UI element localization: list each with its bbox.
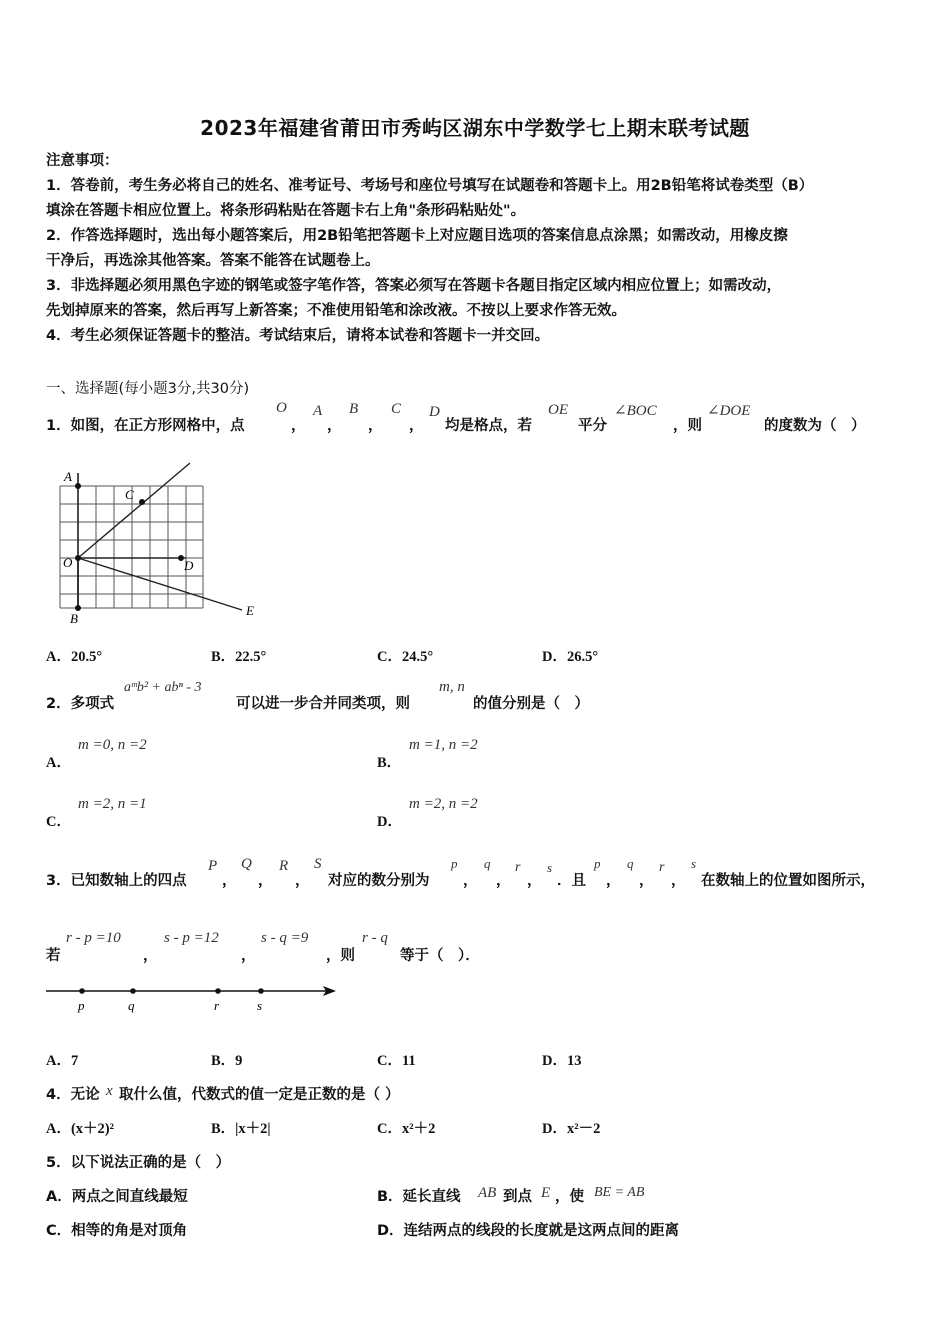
q1-point-A: A xyxy=(313,403,323,419)
q3-comma: ， xyxy=(527,873,542,889)
q3-comma: ， xyxy=(606,873,621,889)
q3-option-b: B．9 xyxy=(211,1053,243,1069)
q4-variable-x: x xyxy=(106,1083,113,1099)
q3-line2-mid: ，则 xyxy=(326,948,355,964)
q1-grid-figure xyxy=(50,455,270,630)
q3-comma: ， xyxy=(463,873,478,889)
q3-value-r: r xyxy=(659,860,665,875)
q3-stem-mid: 对应的数分别为 xyxy=(328,873,430,889)
q3-stem-pre: 3．已知数轴上的四点 xyxy=(46,873,187,889)
q3-value-s: s xyxy=(547,860,553,875)
q1-option-b: B．22.5° xyxy=(211,649,267,665)
q1-option-c: C．24.5° xyxy=(377,649,434,665)
q5-option-a: A．两点之间直线最短 xyxy=(46,1189,188,1205)
q1-point-D: D xyxy=(429,404,440,420)
q2-option-c: m =2, n =1 xyxy=(78,796,147,812)
axis-point-q xyxy=(130,988,136,994)
section-heading: 一、选择题(每小题3分,共30分) xyxy=(46,381,250,397)
axis-point-r xyxy=(215,988,221,994)
q3-comma: ， xyxy=(671,873,686,889)
q1-comma: ， xyxy=(327,418,342,434)
q2-option-a: m =0, n =2 xyxy=(78,737,147,753)
q2-mn: m, n xyxy=(439,679,465,695)
q1-option-d: D．26.5° xyxy=(542,649,599,665)
q3-value-q: q xyxy=(627,856,634,871)
q3-point-S: S xyxy=(314,856,322,872)
fig-label-A: A xyxy=(64,469,72,484)
q2-stem-pre: 2．多项式 xyxy=(46,696,115,712)
q4-stem-post: 取什么值，代数式的值一定是正数的是（ ） xyxy=(119,1087,400,1103)
q3-value-p: p xyxy=(594,856,601,871)
q1-stem-mid: ，则 xyxy=(673,418,702,434)
q5-option-b-mid: 到点 xyxy=(503,1189,532,1205)
grid-lines xyxy=(60,486,203,608)
q3-ask: r - q xyxy=(362,930,388,946)
q5-point-E: E xyxy=(541,1185,551,1201)
q1-option-a: A．20.5° xyxy=(46,649,103,665)
q3-point-Q: Q xyxy=(241,856,252,872)
fig-label-C: C xyxy=(125,487,134,502)
q1-stem-pre: 1．如图，在正方形网格中，点 xyxy=(46,418,245,434)
q2-stem-mid: 可以进一步合并同类项，则 xyxy=(236,696,410,712)
q3-stem-post: 在数轴上的位置如图所示， xyxy=(701,873,875,889)
q4-option-b: B．|x＋2| xyxy=(211,1121,271,1137)
notice-line: 2．作答选择题时，选出每小题答案后，用2B铅笔把答题卡上对应题目选项的答案信息点涂黑；如需改动，用橡皮擦 xyxy=(46,228,788,244)
axis-label-r: r xyxy=(214,998,220,1013)
q5-BE-eq-AB: BE = AB xyxy=(594,1185,645,1200)
q3-value-q: q xyxy=(484,856,491,871)
notice-line: 4．考生必须保证答题卡的整洁。考试结束后，请将本试卷和答题卡一并交回。 xyxy=(46,328,550,344)
q3-line2-pre: 若 xyxy=(46,948,61,964)
page-title: 2023年福建省莆田市秀屿区湖东中学数学七上期末联考试题 xyxy=(200,116,750,140)
q1-point-C: C xyxy=(391,401,402,417)
q1-point-B: B xyxy=(349,401,359,417)
q1-comma: ， xyxy=(291,418,306,434)
q1-ray-OE: OE xyxy=(548,402,568,418)
q3-condition-1: r - p =10 xyxy=(66,930,121,946)
q3-comma: ， xyxy=(295,873,310,889)
point-A xyxy=(75,483,81,489)
q4-option-c: C．x²＋2 xyxy=(377,1121,436,1137)
q5-option-b-mid2: ，使 xyxy=(555,1189,584,1205)
q3-comma: ， xyxy=(639,873,654,889)
q3-point-P: P xyxy=(208,858,218,874)
q3-comma: ， xyxy=(241,948,256,964)
q5-option-b-pre: B．延长直线 xyxy=(377,1189,461,1205)
q2-option-b-label: B． xyxy=(377,755,402,771)
notice-line: 干净后，再选涂其他答案。答案不能答在试题卷上。 xyxy=(46,253,380,269)
q3-value-p: p xyxy=(451,856,458,871)
q1-point-O: O xyxy=(276,400,287,416)
q5-line-AB: AB xyxy=(478,1185,497,1201)
q3-comma: ， xyxy=(258,873,273,889)
q3-comma: ， xyxy=(143,948,158,964)
point-C xyxy=(139,499,145,505)
q2-option-d: m =2, n =2 xyxy=(409,796,478,812)
q2-option-a-label: A． xyxy=(46,755,71,771)
q3-line2-post: 等于（ ）． xyxy=(400,948,480,964)
notice-line: 填涂在答题卡相应位置上。将条形码粘贴在答题卡右上角"条形码粘贴处"。 xyxy=(46,203,526,219)
q1-comma: ， xyxy=(368,418,383,434)
q3-stem-mid: ．且 xyxy=(557,873,586,889)
q5-option-c: C．相等的角是对顶角 xyxy=(46,1223,188,1239)
q5-stem: 5．以下说法正确的是（ ） xyxy=(46,1155,231,1171)
q3-condition-2: s - p =12 xyxy=(164,930,219,946)
q3-point-R: R xyxy=(279,858,289,874)
q1-stem-mid: 平分 xyxy=(578,418,607,434)
q4-option-d: D．x²－2 xyxy=(542,1121,601,1137)
q3-option-c: C．11 xyxy=(377,1053,416,1069)
q2-option-d-label: D． xyxy=(377,814,402,830)
axis-point-p xyxy=(79,988,85,994)
axis-point-s xyxy=(258,988,264,994)
point-O xyxy=(75,555,81,561)
q3-option-a: A．7 xyxy=(46,1053,79,1069)
q1-stem-post: 的度数为（ ） xyxy=(764,418,866,434)
q3-value-r: r xyxy=(515,860,521,875)
ray-OC xyxy=(78,463,190,558)
q3-comma: ， xyxy=(222,873,237,889)
axis-label-s: s xyxy=(257,998,263,1013)
q5-option-d: D．连结两点的线段的长度就是这两点间的距离 xyxy=(377,1223,680,1239)
q2-option-b: m =1, n =2 xyxy=(409,737,478,753)
notice-heading: 注意事项： xyxy=(46,153,119,169)
q1-comma: ， xyxy=(409,418,424,434)
q2-option-c-label: C． xyxy=(46,814,71,830)
q1-stem-mid: 均是格点，若 xyxy=(445,418,532,434)
fig-label-D: D xyxy=(184,558,194,573)
notice-line: 3．非选择题必须用黑色字迹的钢笔或签字笔作答，答案必须写在答题卡各题目指定区域内相应位置上；如需改动， xyxy=(46,278,782,294)
notice-line: 1．答卷前，考生务必将自己的姓名、准考证号、考场号和座位号填写在试题卷和答题卡上。用2B铅笔将试卷类型（B） xyxy=(46,178,814,194)
q3-condition-3: s - q =9 xyxy=(261,930,309,946)
notice-line: 先划掉原来的答案，然后再写上新答案；不准使用铅笔和涂改液。不按以上要求作答无效。 xyxy=(46,303,626,319)
fig-label-B: B xyxy=(70,611,78,626)
q2-stem-post: 的值分别是（ ） xyxy=(473,696,589,712)
fig-label-E: E xyxy=(246,603,254,618)
q3-value-s: s xyxy=(691,856,697,871)
q1-angle-DOE: ∠DOE xyxy=(707,403,751,419)
q4-stem-pre: 4．无论 xyxy=(46,1087,100,1103)
q1-angle-BOC: ∠BOC xyxy=(614,403,657,419)
q3-number-line xyxy=(40,978,350,1018)
axis-label-q: q xyxy=(128,998,135,1013)
q4-option-a: A．(x＋2)² xyxy=(46,1121,114,1137)
q3-option-d: D．13 xyxy=(542,1053,582,1069)
axis-label-p: p xyxy=(78,998,85,1013)
fig-label-O: O xyxy=(63,555,73,570)
q3-comma: ， xyxy=(496,873,511,889)
q2-polynomial: aᵐb² + abⁿ - 3 xyxy=(124,680,202,695)
ray-OE xyxy=(78,558,242,610)
